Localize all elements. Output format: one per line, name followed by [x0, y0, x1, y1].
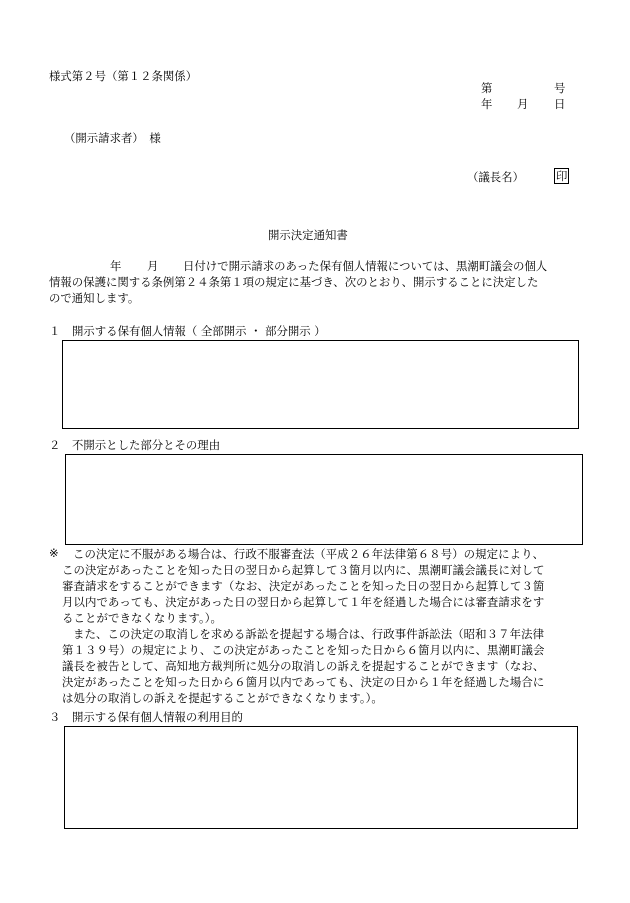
date-month: 月: [517, 97, 529, 111]
date-year: 年: [481, 97, 493, 111]
notice-paragraph-2: [62, 626, 545, 706]
notice-p2-line: 第１３９号）の規定により、この決定があったことを知った日から６箇月以内に、黒潮町議会: [62, 643, 545, 657]
seal-text: 印: [556, 169, 568, 183]
notice-p2-line: 決定があったことを知った日から６箇月以内であっても、決定の日から１年を経過した場合に: [62, 675, 545, 689]
section1-label: 開示する保有個人情報（ 全部開示 ・ 部分開示 ）: [72, 324, 326, 338]
notice-mark: ※: [49, 546, 59, 560]
notice-p1-line: この決定があったことを知った日の翌日から起算して３箇月以内に、黒潮町議会議長に対して: [62, 563, 545, 577]
sender-title: （議長名）: [467, 170, 524, 184]
intro-line1: 日付けで開示請求のあった保有個人情報については、黒潮町議会の個人: [183, 259, 548, 273]
notice-p1-line: 月以内であっても、決定があった日の翌日から起算して１年を経過した場合には審査請求をす: [62, 595, 545, 609]
notice-p1-line: 審査請求をすることができます（なお、決定があったことを知った日の翌日から起算して３箇: [62, 579, 545, 593]
section2-number: ２: [49, 438, 61, 452]
section2-box[interactable]: [65, 454, 583, 545]
intro-year: 年: [110, 259, 122, 273]
notice-p1-line: ることができなくなります。）。: [62, 611, 223, 625]
form-number: 様式第２号（第１２条関係）: [49, 69, 198, 83]
section3-number: ３: [49, 710, 61, 724]
number-prefix: 第: [481, 81, 493, 95]
date-day: 日: [554, 97, 566, 111]
number-suffix: 号: [554, 81, 566, 95]
intro-month: 月: [147, 259, 159, 273]
section2-label: 不開示とした部分とその理由: [72, 438, 221, 452]
document-title: 開示決定通知書: [268, 228, 348, 242]
intro-line3: ので通知します。: [49, 291, 140, 305]
notice-p1-line: この決定に不服がある場合は、行政不服審査法（平成２６年法律第６８号）の規定により、: [73, 547, 545, 561]
notice-p2-line: また、この決定の取消しを求める訴訟を提起する場合は、行政事件訴訟法（昭和３７年法律: [73, 627, 545, 641]
notice-p2-line: は処分の取消しの訴えを提起することができなくなります。）。: [62, 691, 383, 705]
notice-paragraph-1: [62, 546, 545, 626]
notice-p2-line: 議長を被告として、高知地方裁判所に処分の取消しの訴えを提起することができます（なお、: [62, 659, 545, 673]
section3-box[interactable]: [64, 726, 578, 829]
seal-mark: [554, 168, 569, 184]
section1-box[interactable]: [62, 340, 579, 429]
intro-line2: 情報の保護に関する条例第２４条第１項の規定に基づき、次のとおり、開示することに決定した: [49, 275, 539, 289]
section1-number: １: [49, 324, 61, 338]
section3-label: 開示する保有個人情報の利用目的: [72, 710, 243, 724]
addressee: （開示請求者） 様: [64, 131, 161, 145]
